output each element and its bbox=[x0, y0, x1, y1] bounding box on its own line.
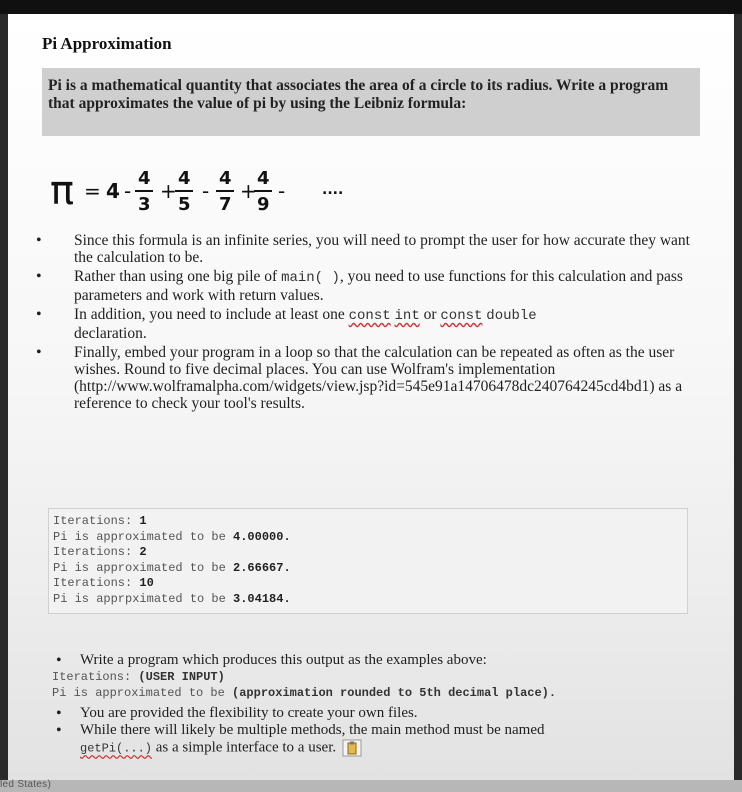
formula-sign-3: - bbox=[202, 179, 210, 203]
page-title: Pi Approximation bbox=[42, 34, 172, 53]
formula-lead: 4 bbox=[106, 179, 120, 203]
paste-options-icon[interactable] bbox=[342, 739, 362, 757]
console-line: Pi is approximated to be 4.00000. bbox=[53, 529, 291, 544]
list-item bbox=[30, 306, 710, 342]
formula-ellipsis: .... bbox=[322, 182, 344, 198]
taskbar-strip bbox=[0, 780, 742, 792]
console-line: Iterations: 2 bbox=[53, 545, 147, 560]
console-line: Iterations: 1 bbox=[53, 514, 147, 528]
sample-output-console bbox=[48, 508, 688, 614]
formula-sign-4: + bbox=[240, 179, 257, 203]
code-double: double bbox=[486, 308, 537, 324]
code-int: int bbox=[394, 308, 420, 324]
bullet-accuracy-text: Since this formula is an infinite series, you will need to prompt the user for how accurate they want the calculation to be. bbox=[74, 232, 690, 266]
document-page bbox=[8, 14, 734, 782]
bullet-const-post: declaration. bbox=[74, 325, 147, 342]
formula-pi-symbol: π bbox=[50, 168, 75, 214]
console-line: Pi is apprpximated to be 3.04184. bbox=[53, 591, 291, 606]
bullet-const-or: or bbox=[419, 306, 441, 323]
monitor-bezel-top bbox=[0, 0, 742, 14]
formula-equals: = bbox=[84, 179, 101, 203]
list-item bbox=[48, 705, 708, 722]
formula-num-4: 4 bbox=[257, 168, 270, 189]
bullet-functions-pre: Rather than using one big pile of bbox=[74, 268, 282, 285]
bullet-loop-text: Finally, embed your program in a loop so that the calculation can be repeated as often as the user wishes. Round to five decimal places. You can use Wolfram's implementation (http://www.wolframalpha.com/widgets/view.jsp?id=545e91a14706478dc240764245cd4bd1) as a reference to check your tool's results. bbox=[74, 344, 683, 412]
list-item bbox=[48, 652, 708, 669]
code-getpi: getPi(...) bbox=[80, 741, 153, 756]
formula-den-4: 9 bbox=[257, 194, 270, 215]
formula-sign-2: + bbox=[160, 179, 177, 203]
bullet-functions-post: , you need to use functions for this calculation and pass parameters and work with return values. bbox=[74, 268, 683, 304]
formula-sign-1: - bbox=[124, 179, 132, 203]
methods-pre: While there will likely be multiple methods, the main method must be named bbox=[80, 722, 545, 738]
list-item bbox=[30, 344, 710, 412]
io-format-line-1: Iterations: (USER INPUT) bbox=[52, 670, 225, 684]
formula-den-1: 3 bbox=[138, 194, 151, 215]
status-text: led States) bbox=[0, 779, 52, 790]
code-const-1: const bbox=[348, 308, 391, 324]
write-program-text: Write a program which produces this output as the examples above: bbox=[80, 652, 487, 668]
io-format-line-2: Pi is approximated to be (approximation rounded to 5th decimal place). bbox=[52, 686, 557, 700]
list-item bbox=[48, 722, 708, 757]
intro-text: Pi is a mathematical quantity that associates the area of a circle to its radius. Write a program that approximates the value of pi by using the Leibniz formula: bbox=[48, 77, 669, 112]
list-item bbox=[30, 268, 710, 304]
bullet-const-pre: In addition, you need to include at least one bbox=[74, 306, 349, 323]
console-line: Iterations: 10 bbox=[53, 576, 154, 591]
leibniz-formula bbox=[50, 160, 410, 230]
code-main: main( ) bbox=[281, 270, 340, 286]
methods-post: as a simple interface to a user. bbox=[152, 739, 337, 756]
requirements-section-2 bbox=[48, 652, 708, 757]
formula-num-3: 4 bbox=[219, 168, 232, 189]
console-line: Pi is approximated to be 2.66667. bbox=[53, 560, 291, 575]
formula-den-2: 5 bbox=[178, 194, 191, 215]
intro-box bbox=[42, 68, 700, 136]
formula-den-3: 7 bbox=[219, 194, 232, 215]
list-item bbox=[30, 232, 710, 266]
code-const-2: const bbox=[440, 308, 483, 324]
formula-trail-sign: - bbox=[278, 179, 286, 203]
flexibility-text: You are provided the flexibility to create your own files. bbox=[80, 705, 418, 721]
requirements-list bbox=[30, 232, 710, 414]
formula-num-1: 4 bbox=[138, 168, 151, 189]
formula-num-2: 4 bbox=[178, 168, 191, 189]
